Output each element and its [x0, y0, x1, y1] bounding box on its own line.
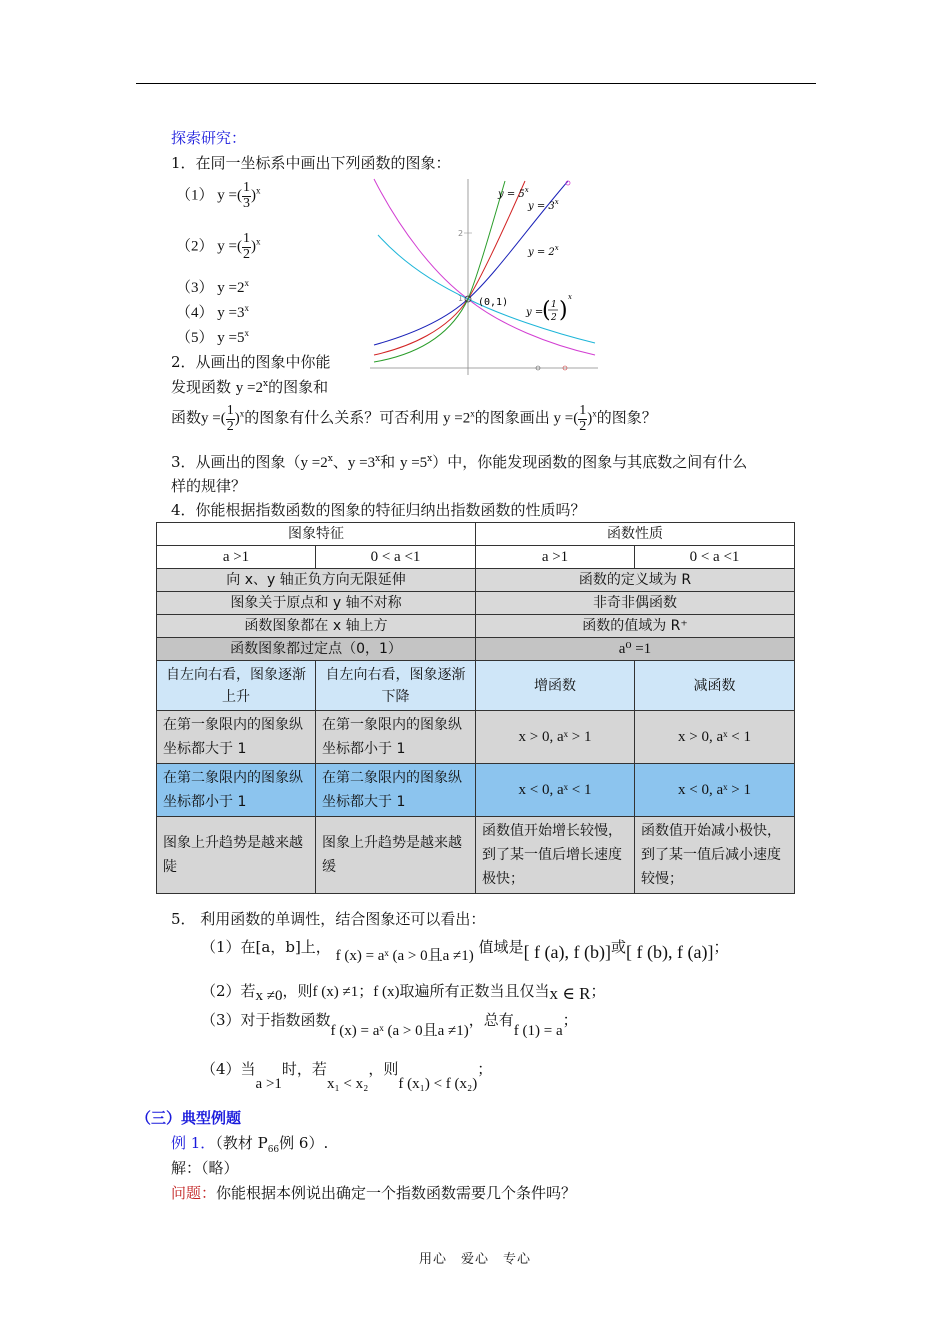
question-2-line3: 函数y =( $\frac{1}{2}$ )$^x$的图象有什么关系？可否利用 $y =2^x$的图象画出 y =( $\frac{1}{2}$ )$^x$的图象？ [171, 403, 657, 434]
cell-q2-lt: 在第二象限内的图象纵坐标都小于 1 [157, 764, 316, 817]
header-rule [136, 83, 816, 84]
label-2x: $y = 2^x$ [528, 244, 559, 258]
y-tick-2: 2 [458, 229, 464, 238]
q5-item-3: （3）对于指数函数f (x) = aˣ (a > 0且a ≠1)，总有f (1) = a； [201, 1011, 578, 1039]
header-graph-features: 图象特征 [157, 523, 476, 546]
row-fixed-point: 函数图象都过定点（0，1） [157, 638, 476, 661]
function-item-4: （4） $y =3^x$ [176, 303, 249, 321]
cell-flatter: 图象上升趋势是越来越缓 [316, 817, 476, 894]
row-range: 函数的值域为 R⁺ [476, 615, 795, 638]
question-2-line1: 2．从画出的图象中你能 [171, 353, 331, 371]
properties-table [156, 522, 795, 894]
svg-text:): ) [559, 298, 568, 323]
question: 问题：你能根据本例说出确定一个指数函数需要几个条件吗？ [171, 1184, 577, 1202]
sub-a-gt-1-right: a >1 [476, 546, 635, 569]
svg-text:1: 1 [551, 300, 557, 310]
curve-one-third [374, 179, 595, 355]
exponential-graphs [360, 175, 605, 380]
example-1: 例 1．（教材 $P_{66}$例 6）. [171, 1134, 329, 1155]
footer: 用心 爱心 专心 [418, 1252, 531, 1267]
function-item-1: （1） y =( $\frac{1}{3}$ )$^x$ [176, 180, 261, 211]
explore-heading: 探索研究： [171, 129, 247, 147]
row-a-zero: a⁰ =1 [476, 638, 795, 661]
cell-growth: 函数值开始增长较慢，到了某一值后增长速度极快； [476, 817, 635, 894]
point-label: (0,1) [478, 297, 509, 308]
sub-a-lt-1: 0 < a <1 [316, 546, 476, 569]
cell-decreasing: 减函数 [635, 661, 795, 711]
svg-text:x: x [568, 293, 572, 301]
cell-increasing: 增函数 [476, 661, 635, 711]
label-3x: $y = 3^x$ [528, 198, 559, 212]
row-domain: 函数的定义域为 R [476, 569, 795, 592]
cell-x-pos-lt: x > 0, aˣ < 1 [635, 711, 795, 764]
svg-text:(: ( [542, 298, 551, 323]
curve-3x [374, 181, 525, 355]
label-5x: $y = 5^x$ [498, 186, 529, 200]
function-item-2: （2） y =( $\frac{1}{2}$ )$^x$ [176, 231, 261, 262]
cell-x-neg-lt: x < 0, aˣ < 1 [476, 764, 635, 817]
section-3-heading: （三）典型例题 [136, 1109, 242, 1127]
question-1: 1．在同一坐标系中画出下列函数的图象： [171, 154, 451, 172]
cell-q2-gt: 在第二象限内的图象纵坐标都大于 1 [316, 764, 476, 817]
solution: 解：（略） [171, 1159, 239, 1177]
sub-a-lt-1-right: 0 < a <1 [635, 546, 795, 569]
cell-steeper: 图象上升趋势是越来越陡 [157, 817, 316, 894]
function-item-5: （5） $y =5^x$ [176, 328, 249, 346]
cell-x-pos-gt: x > 0, aˣ > 1 [476, 711, 635, 764]
y-tick-1: 1 [458, 294, 464, 303]
cell-q1-lt: 在第一象限内的图象纵坐标都小于 1 [316, 711, 476, 764]
question-2-line2: 发现函数 $y =2^x$的图象和 [171, 378, 329, 396]
curve-one-half [378, 235, 595, 343]
cell-decay: 函数值开始减小极快，到了某一值后减小速度较慢； [635, 817, 795, 894]
cell-decreasing-view: 自左向右看，图象逐渐下降 [316, 661, 476, 711]
row-above-axis: 函数图象都在 x 轴上方 [157, 615, 476, 638]
row-extend: 向 x、y 轴正负方向无限延伸 [157, 569, 476, 592]
header-function-properties: 函数性质 [476, 523, 795, 546]
q5-item-4: （4）当a >1时，若x₁ < x₂，则f (x₁) < f (x₂)； [201, 1060, 493, 1092]
row-parity: 非奇非偶函数 [476, 592, 795, 615]
function-item-3: （3） $y =2^x$ [176, 278, 249, 296]
q5-item-2: （2）若x ≠0，则f (x) ≠1；f (x)取遍所有正数当且仅当x ∈ R； [201, 982, 606, 1004]
q5-item-1: （1）在[a，b]上， f (x) = aˣ (a > 0且a ≠1) 值域是[ f (a), f (b)]或[ f (b), f (a)]； [201, 938, 729, 964]
cell-increasing-view: 自左向右看，图象逐渐上升 [157, 661, 316, 711]
cell-x-neg-gt: x < 0, aˣ > 1 [635, 764, 795, 817]
row-symmetry: 图象关于原点和 y 轴不对称 [157, 592, 476, 615]
svg-text:2: 2 [551, 313, 557, 323]
question-4: 4．你能根据指数函数的图象的特征归纳出指数函数的性质吗？ [171, 501, 586, 519]
question-3-line2: 样的规律？ [171, 477, 247, 495]
cell-q1-gt: 在第一象限内的图象纵坐标都大于 1 [157, 711, 316, 764]
sub-a-gt-1: a >1 [157, 546, 316, 569]
label-half: y = [526, 307, 544, 318]
curve-5x [374, 181, 505, 362]
question-3-line1: 3．从画出的图象（$y =2^x$、$y =3^x$和 $y =5^x$）中，你能发现函数的图象与其底数之间有什么 [171, 453, 748, 471]
question-5-title: 5． 利用函数的单调性，结合图象还可以看出： [171, 910, 486, 928]
